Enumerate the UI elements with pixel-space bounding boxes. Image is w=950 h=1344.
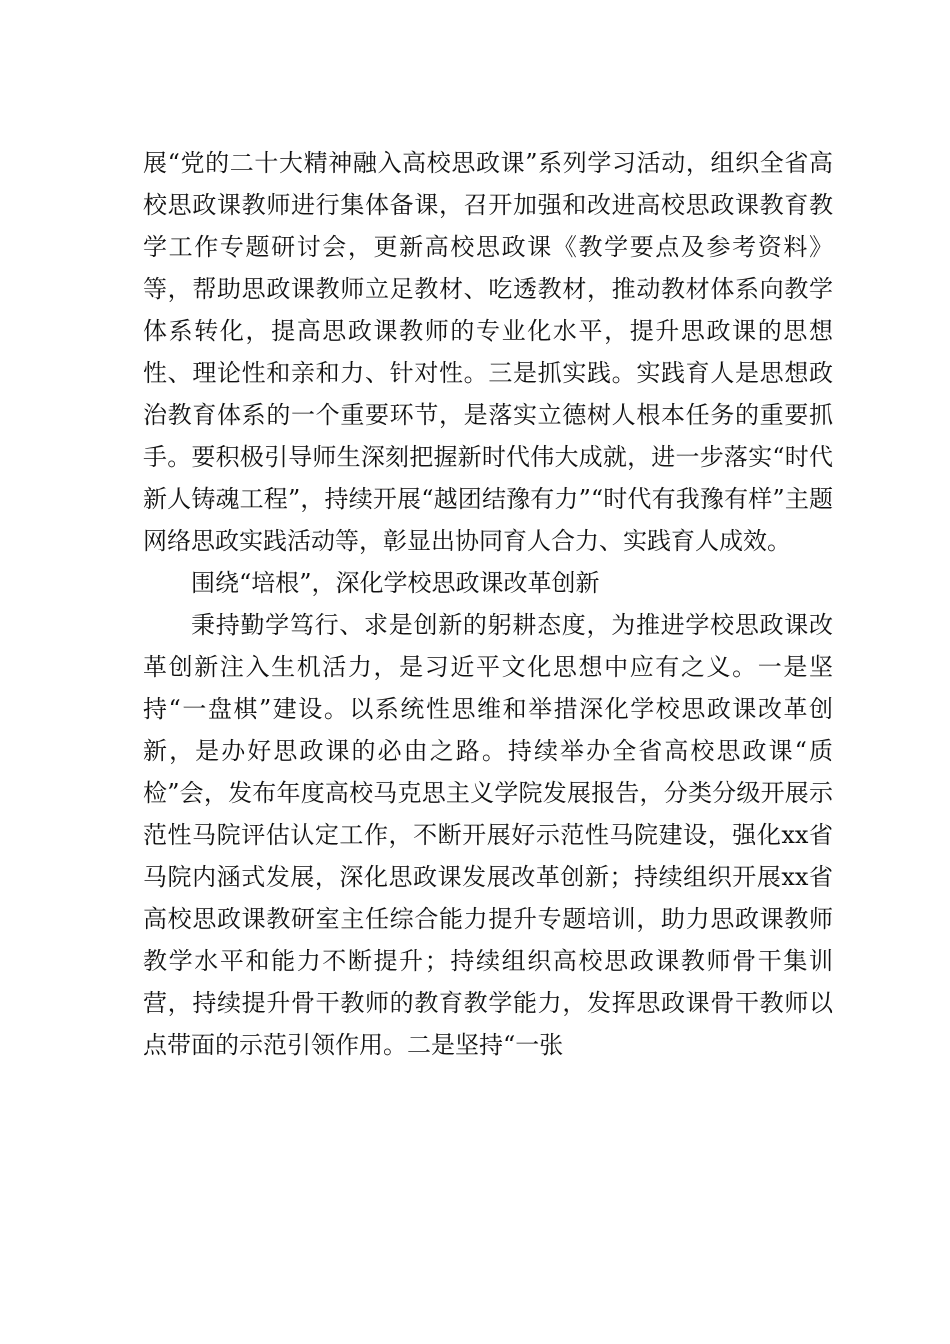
body-paragraph: 秉持勤学笃行、求是创新的躬耕态度，为推进学校思政课改革创新注入生机活力，是习近平文化思想中应有之义。一是坚持“一盘棋”建设。以系统性思维和举措深化学校思政课改革创新，是办好思政课的必由之路。持续举办全省高校思政课“质检”会，发布年度高校马克思主义学院发展报告，分类分级开展示范性马院评估认定工作，不断开展好示范性马院建设，强化xx省马院内涵式发展，深化思政课发展改革创新；持续组织开展xx省高校思政课教研室主任综合能力提升专题培训，助力思政课教师教学水平和能力不断提升；持续组织高校思政课教师骨干集训营，持续提升骨干教师的教育教学能力，发挥思政课骨干教师以点带面的示范引领作用。二是坚持“一张 — [143, 611, 833, 1059]
document-page — [143, 142, 833, 1066]
body-paragraph-continued: 展“党的二十大精神融入高校思政课”系列学习活动，组织全省高校思政课教师进行集体备课，召开加强和改进高校思政课教育教学工作专题研讨会，更新高校思政课《教学要点及参考资料》等，帮助思政课教师立足教材、吃透教材，推动教材体系向教学体系转化，提高思政课教师的专业化水平，提升思政课的思想性、理论性和亲和力、针对性。三是抓实践。实践育人是思想政治教育体系的一个重要环节，是落实立德树人根本任务的重要抓手。要积极引导师生深刻把握新时代伟大成就，进一步落实“时代新人铸魂工程”，持续开展“越团结豫有力”“时代有我豫有样”主题网络思政实践活动等，彰显出协同育人合力、实践育人成效。 — [143, 149, 833, 555]
section-heading: 围绕“培根”，深化学校思政课改革创新 — [191, 569, 600, 597]
